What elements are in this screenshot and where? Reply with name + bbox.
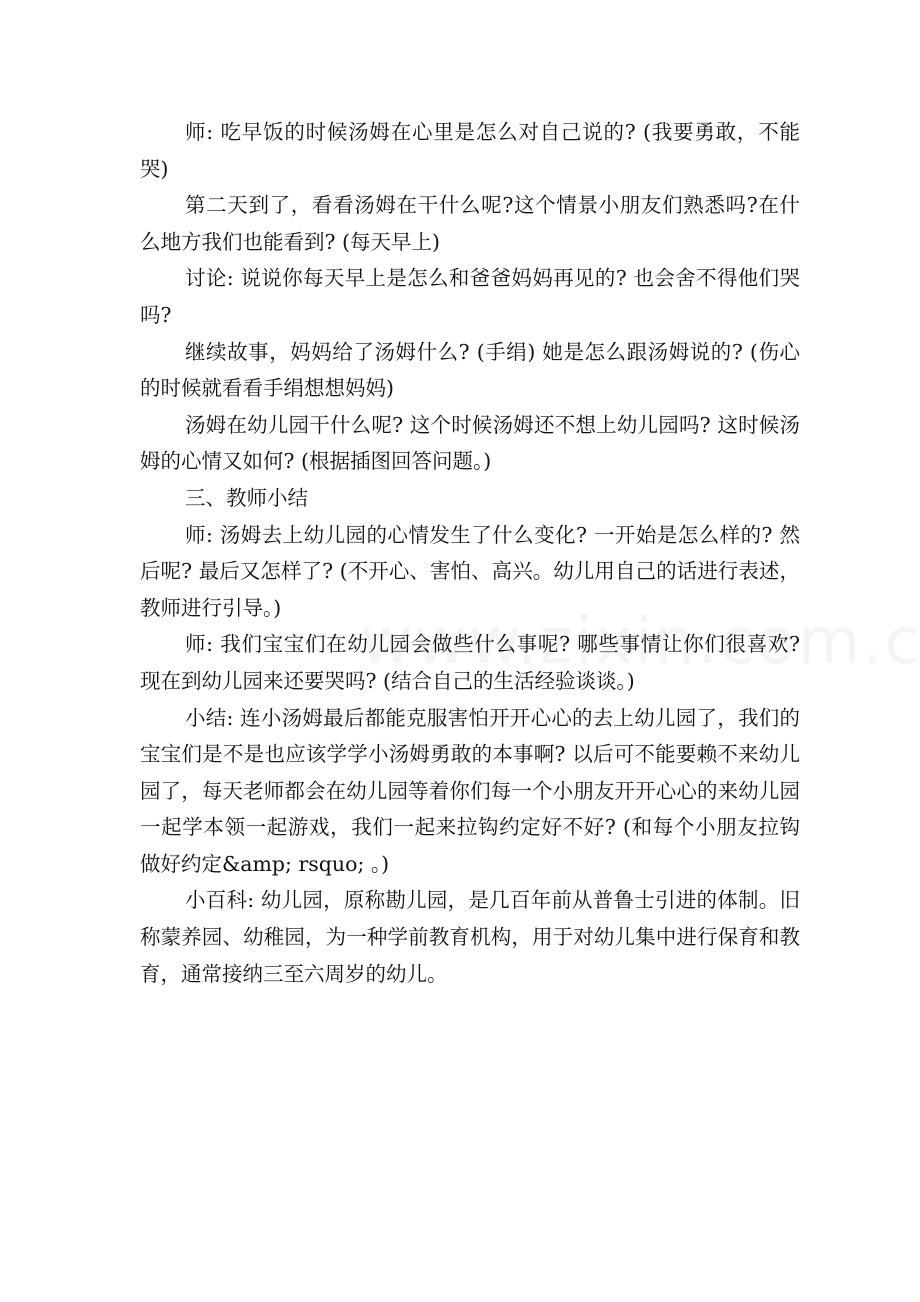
paragraph-second-day: 第二天到了，看看汤姆在干什么呢?这个情景小朋友们熟悉吗?在什么地方我们也能看到? (每天早上): [140, 193, 800, 254]
paragraph-continue-story: 继续故事，妈妈给了汤姆什么? (手绢) 她是怎么跟汤姆说的? (伤心的时候就看看手绢想想妈妈): [140, 339, 800, 401]
paragraph-teacher-breakfast: 师: 吃早饭的时候汤姆在心里是怎么对自己说的? (我要勇敢，不能哭): [140, 120, 800, 181]
paragraph-tom-kindergarten: 汤姆在幼儿园干什么呢? 这个时候汤姆还不想上幼儿园吗? 这时候汤姆的心情又如何? (根据插图回答问题。): [140, 412, 800, 474]
paragraph-kindergarten-activities: 师: 我们宝宝们在幼儿园会做些什么事呢? 哪些事情让你们很喜欢? 现在到幼儿园来还要哭吗? (结合自己的生活经验谈谈。): [140, 632, 800, 693]
document-body: [140, 114, 800, 992]
paragraph-encyclopedia: 小百科: 幼儿园，原称勘儿园，是几百年前从普鲁士引进的体制。旧称蒙养园、幼稚园，为一种学前教育机构，用于对幼儿集中进行保育和教育，通常接纳三至六周岁的幼儿。: [140, 888, 800, 986]
paragraph-summary: 小结: 连小汤姆最后都能克服害怕开开心心的去上幼儿园了，我们的宝宝们是不是也应该学学小汤姆勇敢的本事啊? 以后可不能要赖不来幼儿园了，每天老师都会在幼儿园等着你们每一个小朋友开开心心的来幼儿园一起学本领一起游戏，我们一起来拉钩约定好不好? (和每个小朋友拉钩做好约定&amp; rsquo; 。): [140, 705, 800, 876]
paragraph-mood-change: 师: 汤姆去上幼儿园的心情发生了什么变化? 一开始是怎么样的? 然后呢? 最后又怎样了? (不开心、害怕、高兴。幼儿用自己的话进行表述，教师进行引导。): [140, 522, 800, 620]
section-heading-teacher-summary: 三、教师小结: [185, 485, 308, 510]
paragraph-discussion: 讨论: 说说你每天早上是怎么和爸爸妈妈再见的? 也会舍不得他们哭吗?: [140, 266, 800, 327]
